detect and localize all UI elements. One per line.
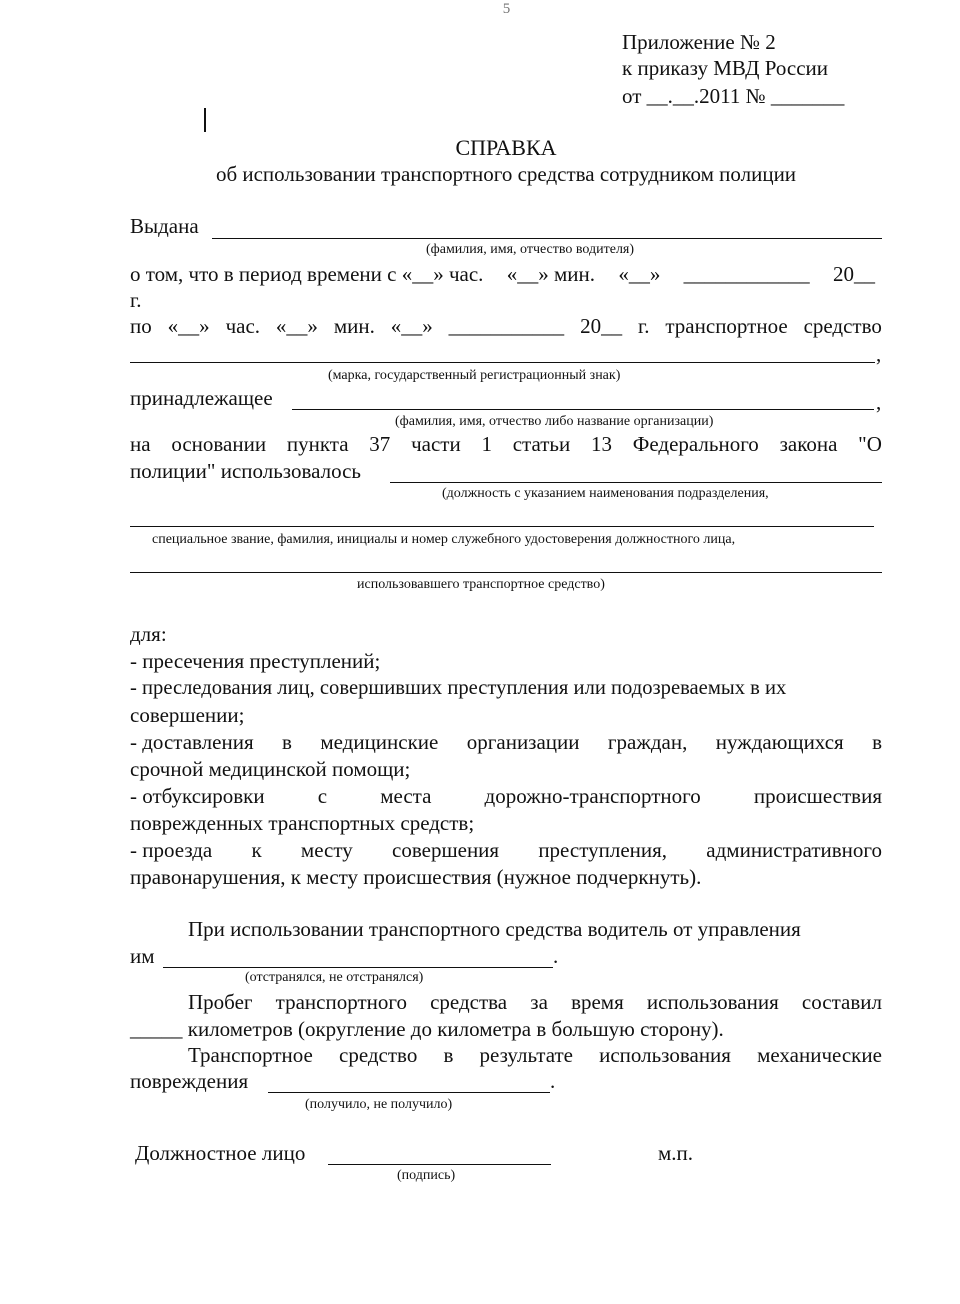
word: транспортное <box>665 314 788 338</box>
used-caption: использовавшего транспортное средство) <box>357 577 605 592</box>
word: закона <box>779 432 838 456</box>
rank-caption: специальное звание, фамилия, инициалы и номер служебного удостоверения должностного лица, <box>152 532 736 547</box>
period-year-suffix: г. <box>130 288 142 312</box>
purpose-item-3 <box>130 730 882 754</box>
word: преступления, <box>538 838 668 862</box>
vehicle-comma: , <box>876 342 882 366</box>
text-cursor <box>204 108 206 132</box>
owner-field <box>292 409 874 410</box>
issued-label: Выдана <box>130 214 199 238</box>
word: транспортного <box>275 990 407 1014</box>
word: части <box>411 432 461 456</box>
damage-label: повреждения <box>130 1069 249 1093</box>
damage-line-1 <box>188 1043 882 1067</box>
signature-label: Должностное лицо <box>135 1141 306 1165</box>
driver-name-caption: (фамилия, имя, отчество водителя) <box>426 242 635 257</box>
basis-line-1 <box>130 432 882 456</box>
word: Транспортное <box>188 1043 313 1067</box>
word: результате <box>479 1043 573 1067</box>
word: к <box>251 838 262 862</box>
word: в <box>443 1043 454 1067</box>
word: 13 <box>591 432 613 456</box>
purpose-item-2-cont: совершении; <box>130 703 245 727</box>
annex-date: от __.__.2011 № _______ <box>622 84 845 108</box>
period-line-1 <box>130 262 875 286</box>
word: на <box>130 432 151 456</box>
position-caption: (должность с указанием наименования подразделения, <box>442 486 769 501</box>
annex-number: Приложение № 2 <box>622 30 776 54</box>
word: час. <box>225 314 261 338</box>
word: использования <box>599 1043 731 1067</box>
word: мин. <box>333 314 375 338</box>
word: места <box>380 784 432 808</box>
word: «__» <box>275 314 318 338</box>
driver-line-1: При использовании транспортного средства водитель от управления <box>188 917 801 941</box>
word: - отбуксировки <box>130 784 265 808</box>
word: граждан, <box>607 730 688 754</box>
word: месту <box>300 838 353 862</box>
purpose-item-5 <box>130 838 882 862</box>
word: средство <box>803 314 882 338</box>
period-from-date: ____________ <box>683 262 810 286</box>
official-rank-field <box>130 526 874 527</box>
word: пункта <box>286 432 349 456</box>
word: 1 <box>481 432 492 456</box>
word: за <box>530 990 548 1014</box>
official-position-field <box>390 482 882 483</box>
word: «__» <box>390 314 433 338</box>
word: основании <box>171 432 267 456</box>
owner-label: принадлежащее <box>130 386 273 410</box>
page-number: 5 <box>502 1 511 17</box>
period-from-year: 20__ <box>832 262 875 286</box>
official-used-field <box>130 572 882 573</box>
signature-field <box>328 1164 551 1165</box>
word: с <box>317 784 328 808</box>
vehicle-field <box>130 362 875 363</box>
purpose-item-2: - преследования лиц, совершивших преступления или подозреваемых в их <box>130 677 787 699</box>
word: статьи <box>512 432 571 456</box>
owner-caption: (фамилия, имя, отчество либо название организации) <box>395 414 714 429</box>
damage-caption: (получило, не получило) <box>305 1097 453 1112</box>
word: ___________ <box>448 314 565 338</box>
word: Федерального <box>632 432 759 456</box>
mileage-line-2: _____ километров (округление до километра в большую сторону). <box>130 1017 724 1041</box>
period-from-text: о том, что в период времени с «__» час. <box>130 262 484 286</box>
word: Пробег <box>188 990 253 1014</box>
word: по <box>130 314 152 338</box>
document-title: СПРАВКА <box>455 135 557 160</box>
word: использования <box>646 990 779 1014</box>
damage-dot: . <box>550 1069 556 1093</box>
mileage-line-1 <box>188 990 882 1014</box>
word: средства <box>430 990 508 1014</box>
vehicle-caption: (марка, государственный регистрационный знак) <box>328 368 621 383</box>
word: совершения <box>392 838 500 862</box>
purpose-item-3-cont: срочной медицинской помощи; <box>130 757 411 781</box>
document-subtitle: об использовании транспортного средства сотрудником полиции <box>215 162 797 186</box>
word: механические <box>757 1043 882 1067</box>
owner-comma: , <box>876 390 882 414</box>
damage-field <box>268 1092 550 1093</box>
word: составил <box>801 990 882 1014</box>
driver-removed-field <box>163 967 553 968</box>
purpose-item-5-cont: правонарушения, к месту происшествия (нужное подчеркнуть). <box>130 865 702 889</box>
driver-name-field <box>212 238 882 239</box>
stamp-place: м.п. <box>658 1141 694 1165</box>
word: "О <box>858 432 882 456</box>
word: «__» <box>167 314 210 338</box>
word: в <box>872 730 882 754</box>
period-from-min: «__» мин. <box>506 262 595 286</box>
annex-order: к приказу МВД России <box>622 56 828 80</box>
period-line-2 <box>130 314 882 338</box>
driver-caption: (отстранялся, не отстранялся) <box>245 970 424 985</box>
word: 20__ <box>580 314 623 338</box>
word: в <box>282 730 292 754</box>
word: время <box>571 990 624 1014</box>
word: средство <box>339 1043 418 1067</box>
driver-dot: . <box>553 944 559 968</box>
word: - проезда <box>130 838 213 862</box>
purpose-item-4-cont: поврежденных транспортных средств; <box>130 811 475 835</box>
purpose-item-4 <box>130 784 882 808</box>
period-from-sec: «__» <box>618 262 661 286</box>
word: дорожно-транспортного <box>484 784 701 808</box>
word: 37 <box>369 432 391 456</box>
signature-caption: (подпись) <box>397 1168 456 1183</box>
word: административного <box>706 838 882 862</box>
word: медицинские <box>320 730 439 754</box>
word: - доставления <box>130 730 254 754</box>
word: происшествия <box>753 784 882 808</box>
word: нуждающихся <box>715 730 844 754</box>
purpose-item-1: - пресечения преступлений; <box>130 649 381 673</box>
basis-line-2: полиции" использовалось <box>130 459 362 483</box>
purposes-intro: для: <box>130 622 167 646</box>
word: г. <box>637 314 650 338</box>
driver-label: им <box>130 944 155 968</box>
word: организации <box>466 730 580 754</box>
